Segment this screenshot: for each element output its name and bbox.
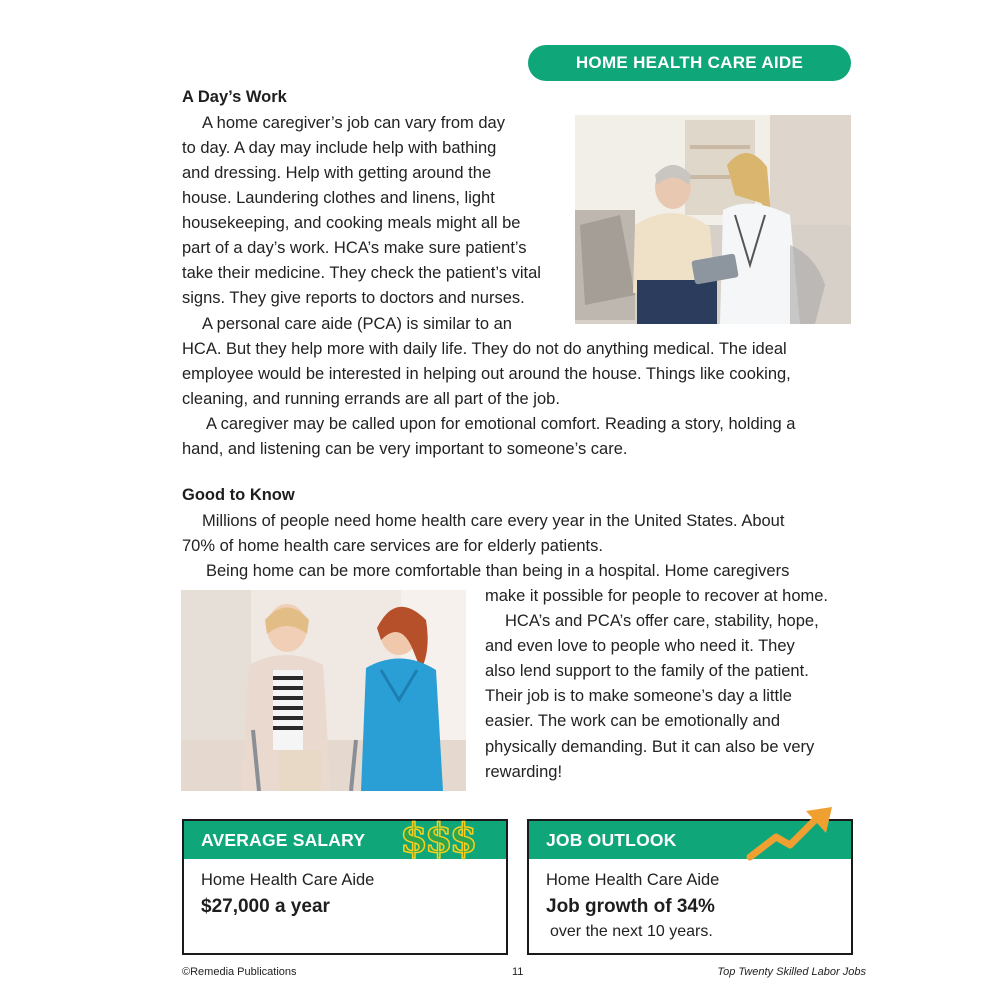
- footer-book-title: Top Twenty Skilled Labor Jobs: [717, 966, 866, 978]
- paragraph-line: A home caregiver’s job can vary from day: [202, 114, 505, 132]
- outlook-note: over the next 10 years.: [550, 923, 713, 940]
- paragraph-line: and dressing. Help with getting around the: [182, 164, 492, 182]
- paragraph-line: 70% of home health care services are for elderly patients.: [182, 537, 603, 555]
- paragraph-line: housekeeping, and cooking meals might all be: [182, 214, 521, 232]
- paragraph-line: cleaning, and running errands are all part of the job.: [182, 390, 560, 408]
- footer-page-number: 11: [512, 966, 524, 978]
- paragraph-line: A personal care aide (PCA) is similar to an: [202, 315, 512, 333]
- paragraph-line: A caregiver may be called upon for emotional comfort. Reading a story, holding a: [206, 415, 796, 433]
- paragraph-line: signs. They give reports to doctors and nurses.: [182, 289, 525, 307]
- job-outlook-box: [527, 819, 853, 955]
- paragraph-line: employee would be interested in helping out around the house. Things like cooking,: [182, 365, 791, 383]
- good-to-know-heading: Good to Know: [182, 486, 295, 504]
- dollar-signs-icon: $$$: [400, 815, 475, 862]
- salary-title: AVERAGE SALARY: [184, 821, 506, 859]
- salary-value: $27,000 a year: [201, 896, 330, 917]
- paragraph-line: HCA’s and PCA’s offer care, stability, hope,: [505, 612, 819, 630]
- paragraph-line: physically demanding. But it can also be very: [485, 738, 815, 756]
- average-salary-box: [182, 815, 508, 955]
- paragraph-line: Millions of people need home health care every year in the United States. About: [202, 512, 785, 530]
- salary-job: Home Health Care Aide: [201, 871, 375, 889]
- paragraph-line: part of a day’s work. HCA’s make sure patient’s: [182, 239, 527, 257]
- paragraph-line: and even love to people who need it. They: [485, 637, 795, 655]
- paragraph-line: Their job is to make someone’s day a little: [485, 687, 792, 705]
- nurse-photo: [181, 590, 466, 791]
- paragraph-line: house. Laundering clothes and linens, light: [182, 189, 495, 207]
- outlook-value: Job growth of 34%: [546, 896, 715, 917]
- paragraph-line: also lend support to the family of the patient.: [485, 662, 809, 680]
- footer-publisher: ©Remedia Publications: [182, 966, 297, 978]
- paragraph-line: easier. The work can be emotionally and: [485, 712, 781, 730]
- caregiver-photo: [575, 115, 851, 324]
- paragraph-line: rewarding!: [485, 763, 563, 781]
- outlook-title: JOB OUTLOOK: [529, 821, 851, 859]
- paragraph-line: take their medicine. They check the patient’s vital: [182, 264, 541, 282]
- paragraph-line: Being home can be more comfortable than being in a hospital. Home caregivers: [206, 562, 790, 580]
- section-title: HOME HEALTH CARE AIDE: [528, 45, 851, 81]
- paragraph-line: HCA. But they help more with daily life. They do not do anything medical. The ideal: [182, 340, 787, 358]
- outlook-job: Home Health Care Aide: [546, 871, 720, 889]
- growth-arrow-icon: [744, 807, 836, 867]
- paragraph-line: make it possible for people to recover at home.: [485, 587, 829, 605]
- paragraph-line: to day. A day may include help with bathing: [182, 139, 497, 157]
- paragraph-line: hand, and listening can be very important to someone’s care.: [182, 440, 628, 458]
- days-work-heading: A Day’s Work: [182, 88, 287, 106]
